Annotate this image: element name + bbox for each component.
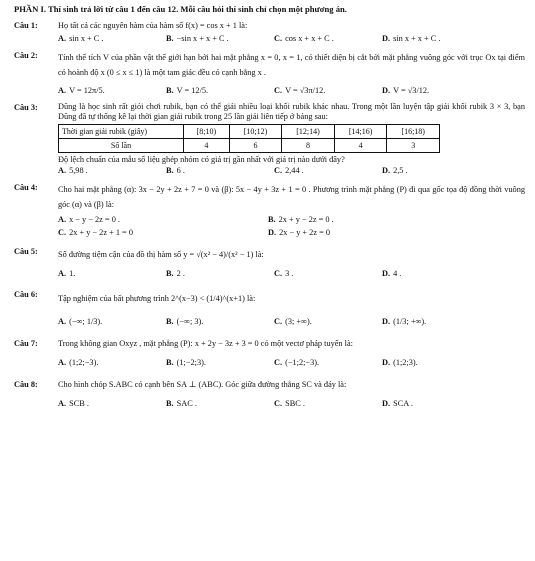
question-number: Câu 8: <box>14 379 38 389</box>
option-c[interactable]: C. V = √3π/12. <box>274 86 326 96</box>
question-8 <box>14 379 525 413</box>
option-a[interactable]: A. sin x + C . <box>58 34 104 44</box>
table-cell: Số lần <box>59 138 184 152</box>
option-b[interactable]: B. 6 . <box>166 166 185 176</box>
question-3 <box>14 102 525 180</box>
option-a[interactable]: A. (−∞; 1/3). <box>58 317 103 327</box>
table-header-row <box>59 124 440 138</box>
table-cell: Thời gian giải rubik (giây) <box>59 124 184 138</box>
question-stem-continued: Độ lệch chuẩn của mẫu số liệu ghép nhóm có giá trị gần nhất với giá trị nào dưới đây? <box>58 154 345 164</box>
option-b[interactable]: B. (1;−2;3). <box>166 358 206 368</box>
question-number: Câu 4: <box>14 182 38 192</box>
question-6 <box>14 289 525 336</box>
option-d[interactable]: D. SCA . <box>382 398 413 408</box>
table-cell: [16;18) <box>387 124 440 138</box>
question-number: Câu 5: <box>14 246 38 256</box>
question-stem: Cho hình chóp S.ABC có cạnh bên SA ⊥ (ABC). Góc giữa đường thẳng SC và đáy là: <box>58 379 347 389</box>
option-a[interactable]: A. 5,98 . <box>58 166 88 176</box>
table-cell: [8;10) <box>184 124 230 138</box>
question-4 <box>14 182 525 240</box>
option-d[interactable]: D. (1/3; +∞). <box>382 317 427 327</box>
question-7 <box>14 338 525 377</box>
option-c[interactable]: C. cos x + x + C . <box>274 34 334 44</box>
table-cell: [12;14) <box>282 124 335 138</box>
table-cell: 3 <box>387 138 440 152</box>
options-grid <box>58 214 525 239</box>
option-d[interactable]: D. 2x − y + 2z = 0 <box>268 228 330 238</box>
options-row <box>58 316 525 327</box>
option-a[interactable]: A. SCB . <box>58 398 89 408</box>
question-5 <box>14 246 525 283</box>
question-stem: Tính thể tích V của phần vật thể giới hạn bởi hai mặt phẳng x = 0, x = 1, có thiết diện bị cắt bởi mặt phẳng vuông góc với trục Ox tại điểm có hoành độ x (0 ≤ x ≤ 1) là một tam giác đều có cạnh bằng x . <box>58 52 525 78</box>
question-stem: Họ tất cả các nguyên hàm của hàm số f(x) = cos x + 1 là: <box>58 20 248 30</box>
question-stem: Tập nghiệm của bất phương trình 2^(x−3) < (1/4)^(x+1) là: <box>58 293 256 303</box>
options-row <box>58 357 525 368</box>
option-d[interactable]: D. sin x + x + C . <box>382 34 441 44</box>
table-cell: 8 <box>282 138 335 152</box>
question-number: Câu 7: <box>14 338 38 348</box>
question-number: Câu 2: <box>14 50 38 60</box>
option-a[interactable]: A. x − y − 2z = 0 . <box>58 215 120 225</box>
table-cell: [10;12) <box>229 124 282 138</box>
option-c[interactable]: C. (−1;2;−3). <box>274 358 320 368</box>
option-d[interactable]: D. 4 . <box>382 269 402 279</box>
option-d[interactable]: D. V = √3/12. <box>382 86 430 96</box>
question-2 <box>14 50 525 100</box>
option-b[interactable]: B. (−∞; 3). <box>166 317 204 327</box>
options-row <box>58 268 525 279</box>
question-stem: Dũng là học sinh rất giỏi chơi rubik, bạn có thể giải nhiều loại khối rubik khác nhau. Trong một lần luyện tập giải khối rubik 3 × 3, bạn Dũng đã tự thống kê lại thời gian giải rubik trong 25 lần giải liên tiếp ở bảng sau: <box>58 101 525 121</box>
question-stem: Số đường tiệm cận của đồ thị hàm số y = √(x² − 4)/(x² − 1) là: <box>58 249 264 259</box>
options-row <box>58 398 525 409</box>
table-cell: [14;16) <box>334 124 387 138</box>
options-row <box>58 33 525 44</box>
frequency-table <box>58 124 440 153</box>
option-c[interactable]: C. SBC . <box>274 398 305 408</box>
option-b[interactable]: B. V = 12/5. <box>166 86 209 96</box>
option-b[interactable]: B. 2x + y − 2z = 0 . <box>268 215 334 225</box>
question-number: Câu 3: <box>14 102 38 112</box>
section-header: PHẦN I. Thí sinh trả lời từ câu 1 đến câu 12. Mỗi câu hỏi thí sinh chỉ chọn một phương án. <box>14 4 347 14</box>
option-a[interactable]: A. (1;2;−3). <box>58 358 99 368</box>
option-b[interactable]: B. −sin x + x + C . <box>166 34 229 44</box>
table-row <box>59 138 440 152</box>
option-c[interactable]: C. 3 . <box>274 269 294 279</box>
table-cell: 6 <box>229 138 282 152</box>
option-d[interactable]: D. (1;2;3). <box>382 358 418 368</box>
question-number: Câu 6: <box>14 289 38 299</box>
table-cell: 4 <box>334 138 387 152</box>
question-stem: Cho hai mặt phẳng (α): 3x − 2y + 2z + 7 = 0 và (β): 5x − 4y + 3z + 1 = 0 . Phương trình mặt phẳng (P) đi qua gốc tọa độ đồng thời vuông góc (α) và (β) là: <box>58 184 525 210</box>
option-d[interactable]: D. 2,5 . <box>382 166 408 176</box>
option-a[interactable]: A. V = 12π/5. <box>58 86 105 96</box>
option-c[interactable]: C. 2,44 . <box>274 166 304 176</box>
option-b[interactable]: B. 2 . <box>166 269 185 279</box>
option-b[interactable]: B. SAC . <box>166 398 197 408</box>
options-row <box>58 165 525 176</box>
question-stem: Trong không gian Oxyz , mặt phẳng (P): x + 2y − 3z + 3 = 0 có một vectơ pháp tuyến là: <box>58 338 353 348</box>
options-row <box>58 85 525 96</box>
question-number: Câu 1: <box>14 20 38 30</box>
option-c[interactable]: C. 2x + y − 2z + 1 = 0 <box>58 228 133 238</box>
question-1 <box>14 20 525 48</box>
table-cell: 4 <box>184 138 230 152</box>
option-a[interactable]: A. 1. <box>58 269 76 279</box>
option-c[interactable]: C. (3; +∞). <box>274 317 312 327</box>
